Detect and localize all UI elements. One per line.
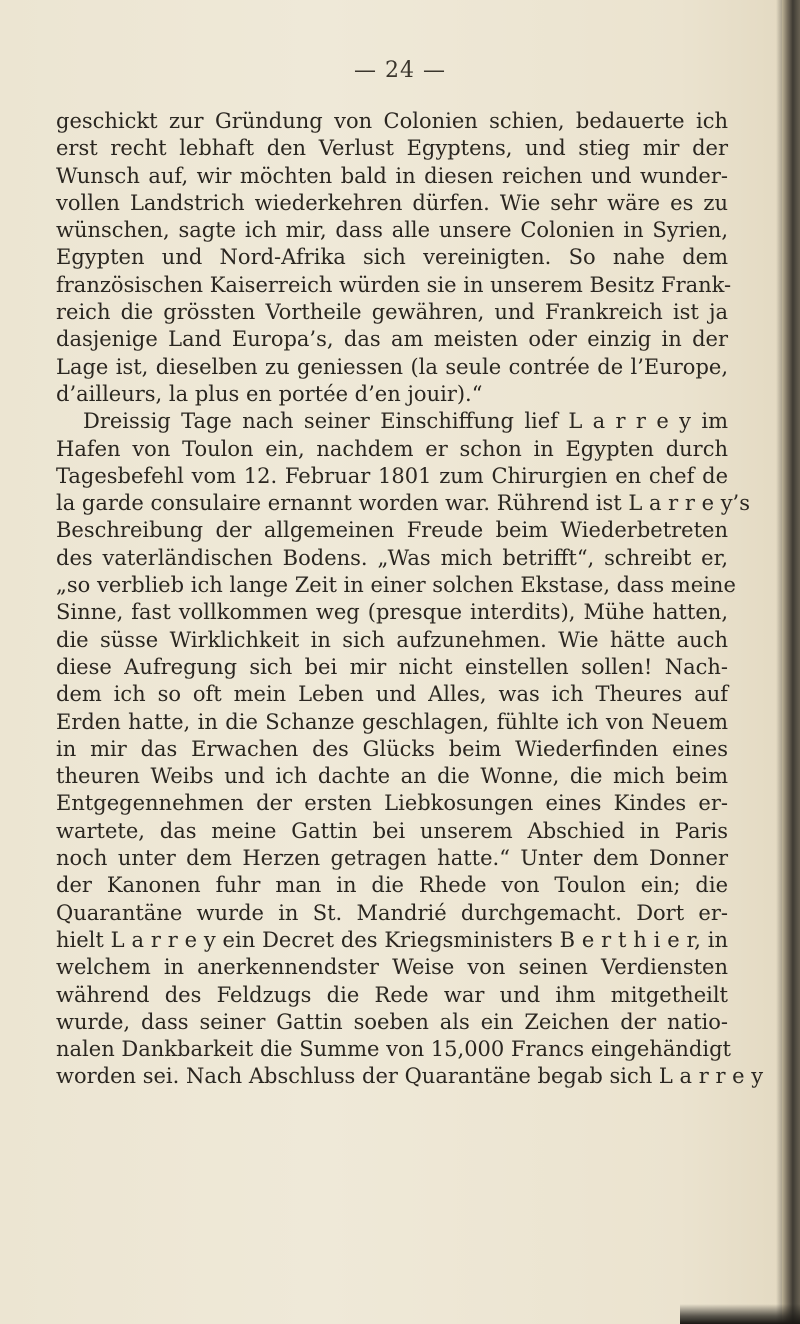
book-binding-edge	[782, 0, 800, 1324]
text-line: Erden hatte, in die Schanze geschlagen, fühlte ich von Neuem	[56, 709, 728, 734]
text-line: Lage ist, dieselben zu geniessen (la seule contrée de l’Europe,	[56, 354, 728, 379]
text-line: Beschreibung der allgemeinen Freude beim Wiederbetreten	[56, 518, 728, 543]
text-line: Hafen von Toulon ein, nachdem er schon in Egypten durch	[56, 436, 728, 461]
text-line: Sinne, fast vollkommen weg (presque interdits), Mühe hatten,	[56, 600, 728, 625]
page-number: — 24 —	[354, 58, 446, 83]
text-line: worden sei. Nach Abschluss der Quarantäne begab sich L a r r e y	[56, 1064, 764, 1089]
text-line: die süsse Wirklichkeit in sich aufzunehmen. Wie hätte auch	[56, 627, 728, 652]
text-line: theuren Weibs und ich dachte an die Wonne, die mich beim	[56, 764, 728, 789]
text-line: Entgegennehmen der ersten Liebkosungen eines Kindes er-	[56, 791, 728, 816]
text-line: Egypten und Nord-Afrika sich vereinigten. So nahe dem	[56, 245, 728, 270]
text-line: der Kanonen fuhr man in die Rhede von Toulon ein; die	[56, 873, 728, 898]
text-line: französischen Kaiserreich würden sie in unserem Besitz Frank-	[56, 272, 732, 297]
scan-edge-mark	[680, 1304, 800, 1324]
text-line: wartete, das meine Gattin bei unserem Abschied in Paris	[56, 818, 728, 843]
text-line: Wunsch auf, wir möchten bald in diesen reichen und wunder-	[56, 163, 728, 188]
body-text	[56, 108, 764, 1091]
text-line: erst recht lebhaft den Verlust Egyptens, und stieg mir der	[56, 136, 728, 161]
text-line: dasjenige Land Europa’s, das am meisten oder einzig in der	[56, 327, 728, 352]
text-line: diese Aufregung sich bei mir nicht einstellen sollen! Nach-	[56, 654, 728, 679]
text-line: Tagesbefehl vom 12. Februar 1801 zum Chirurgien en chef de	[56, 463, 728, 488]
text-line: welchem in anerkennendster Weise von seinen Verdiensten	[56, 955, 728, 980]
text-line: noch unter dem Herzen getragen hatte.“ Unter dem Donner	[56, 846, 728, 871]
text-line: „so verblieb ich lange Zeit in einer solchen Ekstase, dass meine	[56, 573, 736, 598]
text-line: wurde, dass seiner Gattin soeben als ein Zeichen der natio-	[56, 1009, 728, 1034]
text-line: geschickt zur Gründung von Colonien schien, bedauerte ich	[56, 109, 728, 133]
text-line: vollen Landstrich wiederkehren dürfen. Wie sehr wäre es zu	[56, 190, 728, 215]
text-line: wünschen, sagte ich mir, dass alle unsere Colonien in Syrien,	[56, 218, 728, 243]
paragraph-start-line: Dreissig Tage nach seiner Einschiffung lief L a r r e y im	[83, 409, 728, 434]
paragraph-end-line: d’ailleurs, la plus en portée d’en jouir).“	[56, 381, 483, 406]
text-line: la garde consulaire ernannt worden war. Rührend ist L a r r e y’s	[56, 491, 751, 516]
text-line: nalen Dankbarkeit die Summe von 15,000 Francs eingehändigt	[56, 1037, 731, 1062]
text-line: in mir das Erwachen des Glücks beim Wiederfinden eines	[56, 736, 728, 761]
text-line: während des Feldzugs die Rede war und ihm mitgetheilt	[56, 982, 728, 1007]
text-line: reich die grössten Vortheile gewähren, und Frankreich ist ja	[56, 300, 728, 325]
text-line: des vaterländischen Bodens. „Was mich betrifft“, schreibt er,	[56, 545, 728, 570]
text-line: Quarantäne wurde in St. Mandrié durchgemacht. Dort er-	[56, 900, 728, 925]
text-line: hielt L a r r e y ein Decret des Kriegsministers B e r t h i e r, in	[56, 927, 728, 952]
text-line: dem ich so oft mein Leben und Alles, was ich Theures auf	[56, 682, 728, 707]
